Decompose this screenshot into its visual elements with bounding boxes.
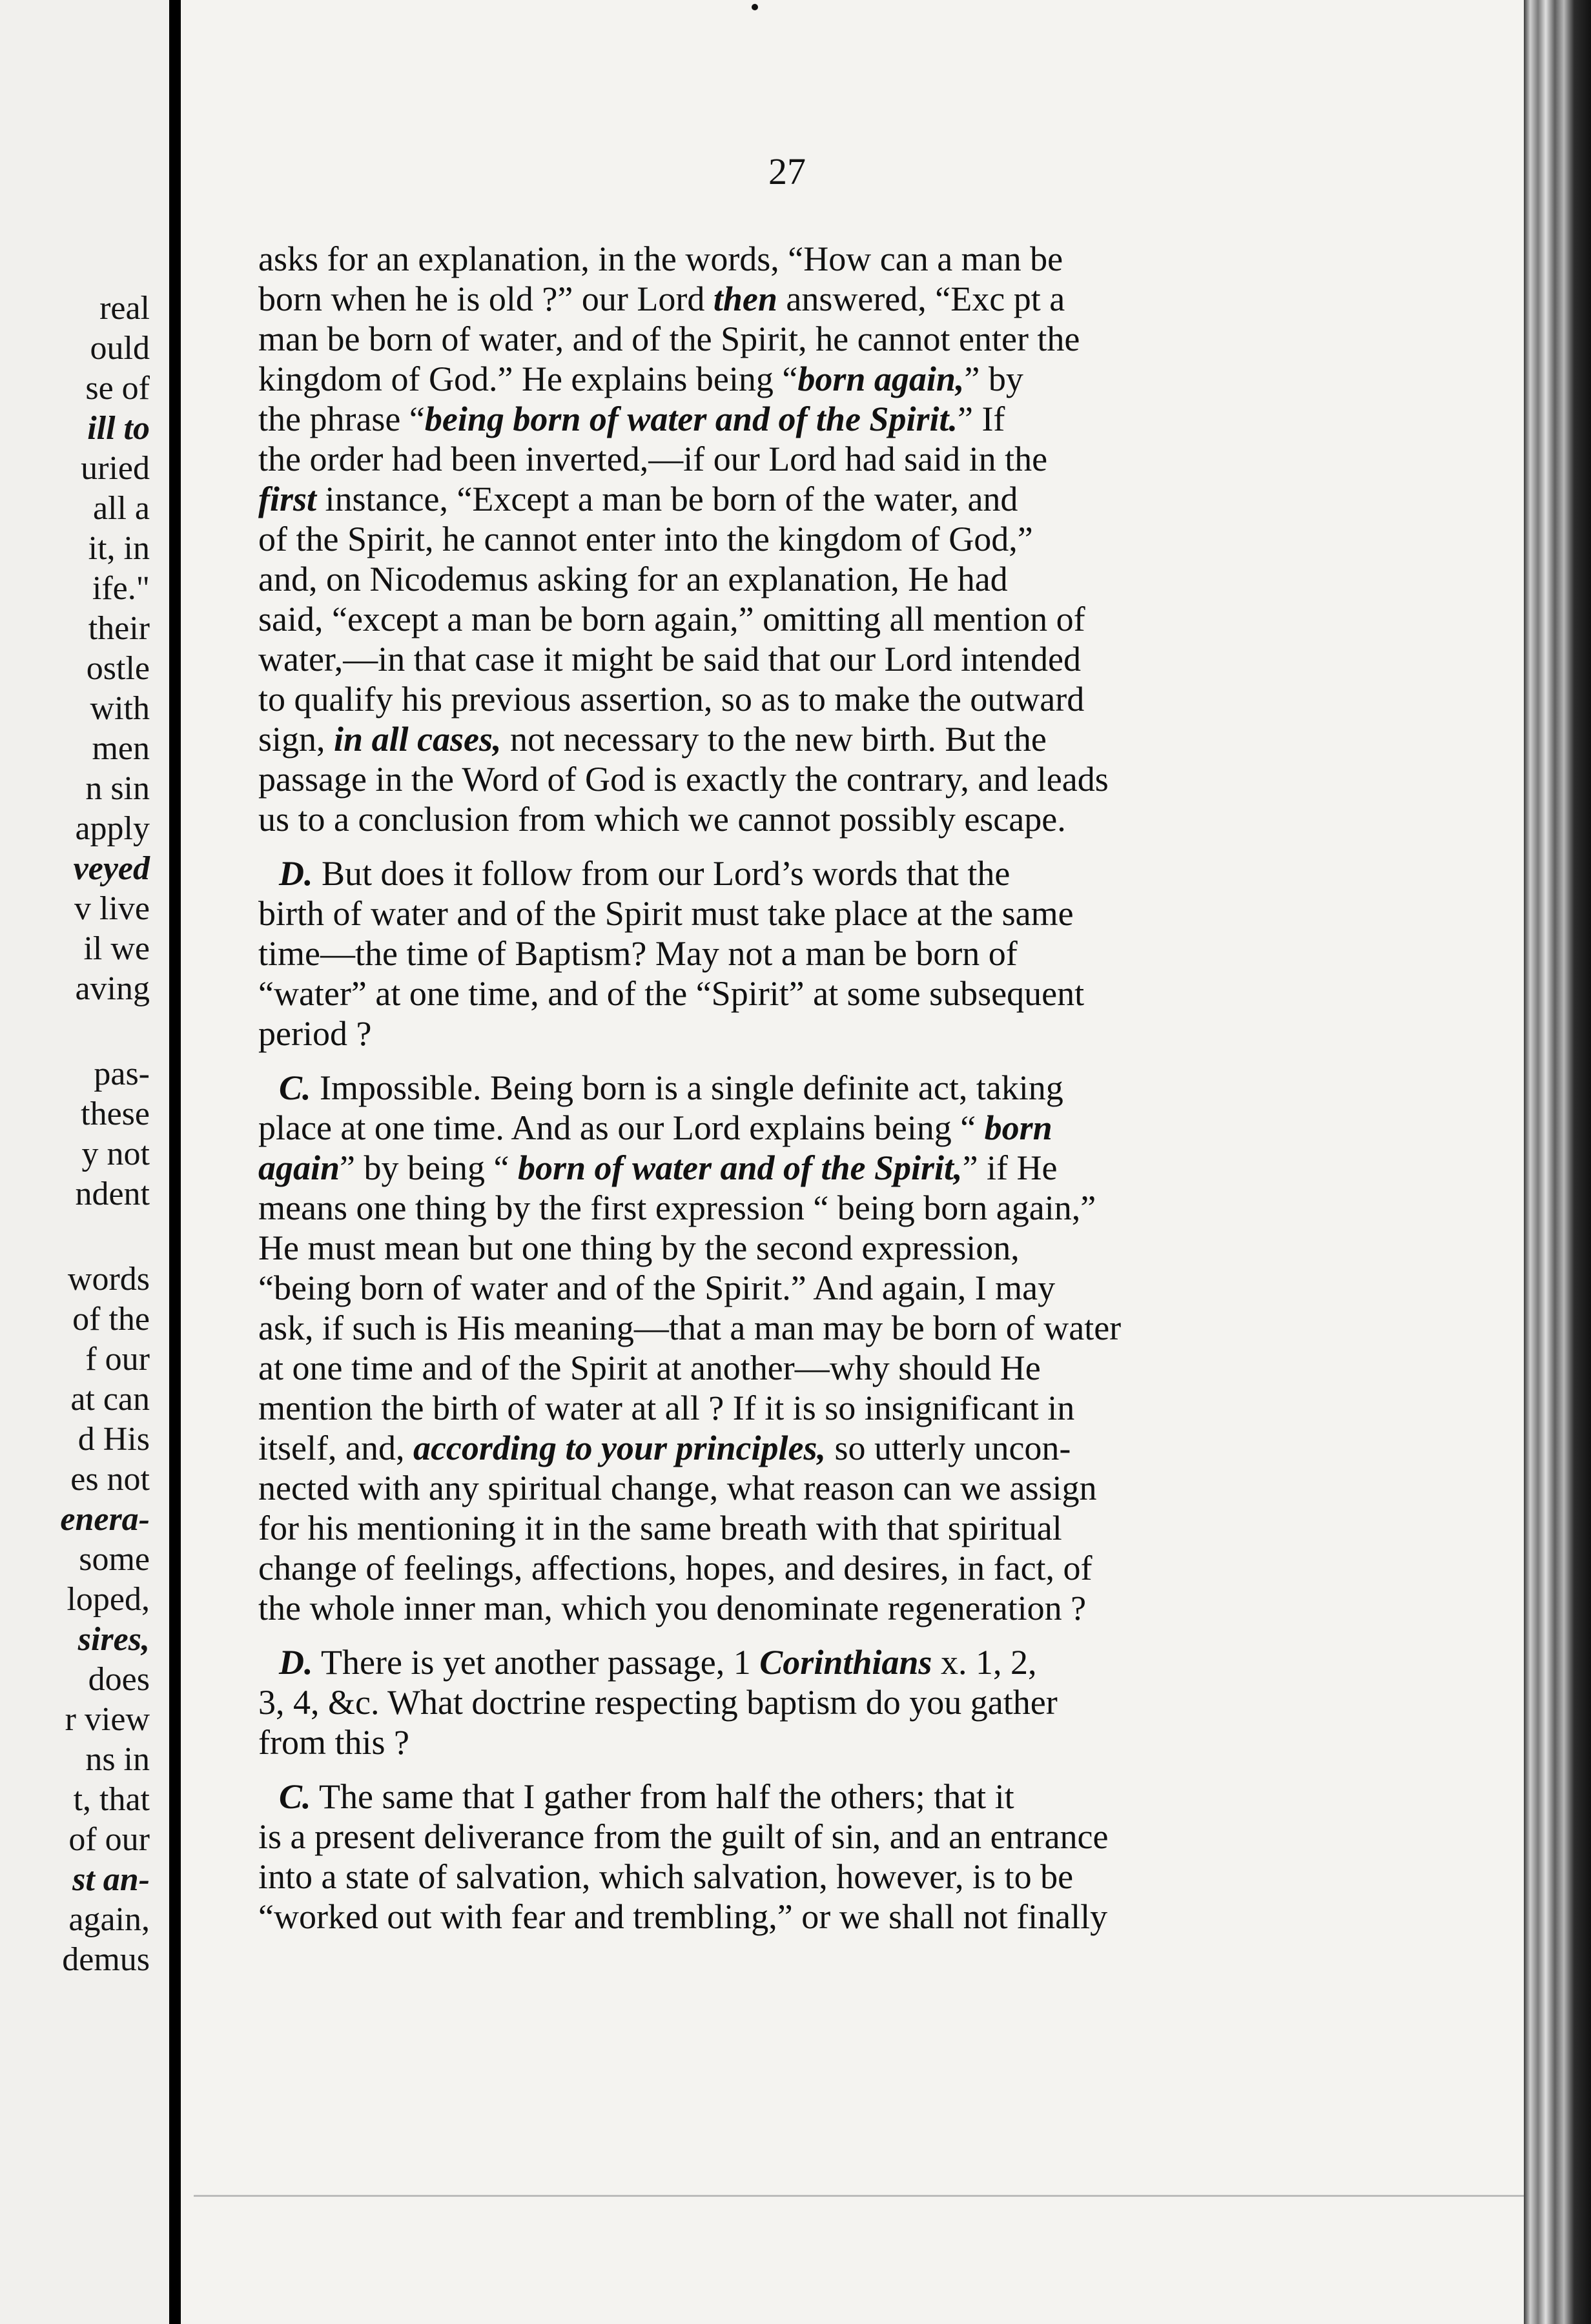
text-line xyxy=(279,1642,1036,1682)
text-line xyxy=(258,1588,1086,1628)
line-text: “worked out with fear and trembling,” or we shall not finally xyxy=(258,1897,1108,1936)
text-line xyxy=(258,1508,1062,1548)
italic-text: C. xyxy=(279,1068,311,1107)
line-text: time—the time of Baptism? May not a man be born of xyxy=(258,934,1018,973)
text-line xyxy=(279,1777,1014,1817)
italic-text: in all cases, xyxy=(334,720,502,759)
line-text: us to a conclusion from which we cannot possibly escape. xyxy=(258,800,1066,839)
italic-text: born again, xyxy=(797,360,965,398)
italic-text: first xyxy=(258,480,317,518)
left-page-text-fragment: with xyxy=(90,690,150,727)
left-page-text-fragment: d His xyxy=(77,1421,150,1458)
text-line xyxy=(258,799,1066,839)
text-line xyxy=(258,559,1008,599)
line-text: into a state of salvation, which salvation, however, is to be xyxy=(258,1857,1074,1896)
left-page-text-fragment: il we xyxy=(83,930,150,967)
line-text: means one thing by the first expression “ being born again,” xyxy=(258,1188,1096,1227)
left-page-text-fragment: st an- xyxy=(72,1861,150,1898)
line-text: He must mean but one thing by the second expression, xyxy=(258,1228,1020,1267)
text-line xyxy=(258,719,1047,759)
line-text: change of feelings, affections, hopes, and desires, in fact, of xyxy=(258,1549,1093,1587)
text-line xyxy=(258,1722,409,1762)
text-line xyxy=(258,1348,1041,1388)
left-page-text-fragment: apply xyxy=(75,810,150,847)
left-page-text-fragment: uried xyxy=(81,450,150,487)
text-line xyxy=(258,1108,1052,1148)
text-line xyxy=(258,759,1109,799)
page-bottom-edge xyxy=(194,2195,1524,2197)
left-page-text-fragment: y not xyxy=(81,1136,150,1172)
line-text: of the Spirit, he cannot enter into the kingdom of God,” xyxy=(258,520,1033,558)
ink-mark xyxy=(752,4,758,10)
text-line xyxy=(258,1228,1020,1268)
line-text: place at one time. And as our Lord explains being “ xyxy=(258,1108,985,1147)
text-line xyxy=(258,1468,1097,1508)
text-line xyxy=(258,1682,1058,1722)
line-text: passage in the Word of God is exactly the contrary, and leads xyxy=(258,760,1109,799)
line-text: nected with any spiritual change, what reason can we assign xyxy=(258,1469,1097,1507)
left-page-fragment xyxy=(0,0,169,2324)
line-text: ” if He xyxy=(962,1148,1058,1187)
line-text: to qualify his previous assertion, so as to make the outward xyxy=(258,680,1085,719)
italic-text: born of water and of the Spirit, xyxy=(517,1148,963,1187)
text-line xyxy=(258,639,1081,679)
italic-text: again xyxy=(258,1148,340,1187)
main-page xyxy=(181,0,1524,2324)
text-line xyxy=(258,893,1074,933)
text-line xyxy=(258,1014,371,1054)
left-page-text-fragment: does xyxy=(88,1661,150,1698)
line-text: the phrase “ xyxy=(258,400,425,438)
line-text: sign, xyxy=(258,720,334,759)
left-page-text-fragment: t, that xyxy=(73,1781,150,1818)
italic-text: being born of water and of the Spirit. xyxy=(424,400,958,438)
line-text: Impossible. Being born is a single definite act, taking xyxy=(311,1068,1063,1107)
text-line xyxy=(258,1857,1073,1897)
text-line xyxy=(258,239,1063,279)
line-text: from this ? xyxy=(258,1723,409,1762)
line-text: mention the birth of water at all ? If it is so insignificant in xyxy=(258,1389,1075,1427)
left-page-text-fragment: their xyxy=(88,610,150,647)
text-line xyxy=(258,479,1018,519)
text-line xyxy=(258,1148,1057,1188)
page-number: 27 xyxy=(768,150,806,192)
left-page-text-fragment: f our xyxy=(85,1341,150,1378)
left-page-text-fragment: ife." xyxy=(92,570,150,607)
text-line xyxy=(258,319,1080,359)
line-text: the order had been inverted,—if our Lord had said in the xyxy=(258,440,1048,478)
text-line xyxy=(258,973,1084,1014)
line-text: ” by being “ xyxy=(340,1148,518,1187)
left-page-text-fragment: ostle xyxy=(86,650,150,687)
italic-text: Corinthians xyxy=(759,1643,932,1682)
left-page-text-fragment: of our xyxy=(68,1821,150,1858)
left-page-text-fragment: ould xyxy=(90,330,150,367)
text-line xyxy=(258,679,1084,719)
line-text: ask, if such is His meaning—that a man may be born of water xyxy=(258,1309,1122,1347)
left-page-text-fragment: veyed xyxy=(73,850,150,887)
line-text: birth of water and of the Spirit must take place at the same xyxy=(258,894,1074,933)
italic-text: D. xyxy=(279,854,313,893)
line-text: 3, 4, &c. What doctrine respecting baptism do you gather xyxy=(258,1683,1058,1722)
line-text: ” by xyxy=(964,360,1023,398)
line-text: the whole inner man, which you denominate regeneration ? xyxy=(258,1589,1087,1627)
line-text: But does it follow from our Lord’s words that the xyxy=(313,854,1011,893)
left-page-text-fragment: sires, xyxy=(77,1621,150,1658)
left-page-text-fragment: enera- xyxy=(60,1501,150,1538)
text-line xyxy=(258,359,1023,399)
left-page-text-fragment: of the xyxy=(72,1301,150,1338)
text-line xyxy=(279,853,1010,893)
left-page-text-fragment: aving xyxy=(75,970,150,1007)
text-line xyxy=(258,1817,1109,1857)
line-text: and, on Nicodemus asking for an explanation, He had xyxy=(258,560,1008,598)
left-page-text-fragment: real xyxy=(99,290,150,327)
left-page-text-fragment: some xyxy=(79,1541,150,1578)
text-line xyxy=(258,519,1033,559)
left-page-text-fragment: it, in xyxy=(88,530,150,567)
text-line xyxy=(258,1388,1074,1428)
line-text: “being born of water and of the Spirit.” And again, I may xyxy=(258,1269,1056,1307)
left-page-text-fragment: these xyxy=(81,1096,150,1132)
italic-text: then xyxy=(713,280,777,318)
line-text: water,—in that case it might be said that our Lord intended xyxy=(258,640,1081,678)
line-text: The same that I gather from half the others; that it xyxy=(311,1777,1014,1816)
left-page-text-fragment: loped, xyxy=(67,1581,150,1618)
left-page-text-fragment: words xyxy=(67,1261,150,1298)
left-page-text-fragment: ill to xyxy=(87,410,150,447)
line-text: so utterly uncon- xyxy=(825,1429,1071,1467)
italic-text: born xyxy=(984,1108,1052,1147)
left-page-text-fragment: se of xyxy=(85,370,150,407)
line-text: x. 1, 2, xyxy=(932,1643,1037,1682)
left-page-text-fragment: r view xyxy=(65,1701,150,1738)
left-page-text-fragment: demus xyxy=(62,1941,150,1978)
italic-text: C. xyxy=(279,1777,311,1816)
left-page-text-fragment: pas- xyxy=(94,1055,150,1092)
left-page-text-fragment: es not xyxy=(70,1461,150,1498)
left-page-text-fragment: all a xyxy=(92,490,150,527)
left-page-text-fragment: n sin xyxy=(85,770,150,807)
left-page-text-fragment: ns in xyxy=(85,1741,150,1778)
left-page-text-fragment: at can xyxy=(70,1381,150,1418)
line-text: instance, “Except a man be born of the water, and xyxy=(316,480,1018,518)
line-text: for his mentioning it in the same breath with that spiritual xyxy=(258,1509,1062,1547)
line-text: man be born of water, and of the Spirit, he cannot enter the xyxy=(258,320,1080,358)
line-text: not necessary to the new birth. But the xyxy=(501,720,1047,759)
line-text: itself, and, xyxy=(258,1429,413,1467)
text-line xyxy=(279,1068,1063,1108)
line-text: asks for an explanation, in the words, “How can a man be xyxy=(258,240,1063,278)
line-text: There is yet another passage, 1 xyxy=(313,1643,760,1682)
text-line xyxy=(258,1897,1107,1937)
line-text: period ? xyxy=(258,1014,372,1053)
line-text: is a present deliverance from the guilt of sin, and an entrance xyxy=(258,1817,1109,1856)
text-line xyxy=(258,599,1085,639)
text-line xyxy=(258,399,1005,439)
line-text: kingdom of God.” He explains being “ xyxy=(258,360,798,398)
text-line xyxy=(258,933,1018,973)
line-text: born when he is old ?” our Lord xyxy=(258,280,713,318)
italic-text: according to your principles, xyxy=(413,1429,826,1467)
line-text: “water” at one time, and of the “Spirit” at some subsequent xyxy=(258,974,1085,1013)
left-page-text-fragment: ndent xyxy=(75,1176,150,1212)
book-gutter xyxy=(169,0,181,2324)
left-page-text-fragment: men xyxy=(92,730,150,767)
line-text: answered, “Exc pt a xyxy=(777,280,1065,318)
line-text: ” If xyxy=(957,400,1005,438)
line-text: said, “except a man be born again,” omitting all mention of xyxy=(258,600,1085,638)
left-page-text-fragment: again, xyxy=(68,1901,150,1938)
text-line xyxy=(258,1268,1055,1308)
text-line xyxy=(258,1308,1121,1348)
text-line xyxy=(258,1548,1093,1588)
text-line xyxy=(258,1188,1096,1228)
text-line xyxy=(258,279,1065,319)
line-text: at one time and of the Spirit at another—why should He xyxy=(258,1349,1041,1387)
text-line xyxy=(258,439,1047,479)
page-stack-edge xyxy=(1524,0,1591,2324)
text-line xyxy=(258,1428,1071,1468)
italic-text: D. xyxy=(279,1643,313,1682)
left-page-text-fragment: v live xyxy=(74,890,150,927)
